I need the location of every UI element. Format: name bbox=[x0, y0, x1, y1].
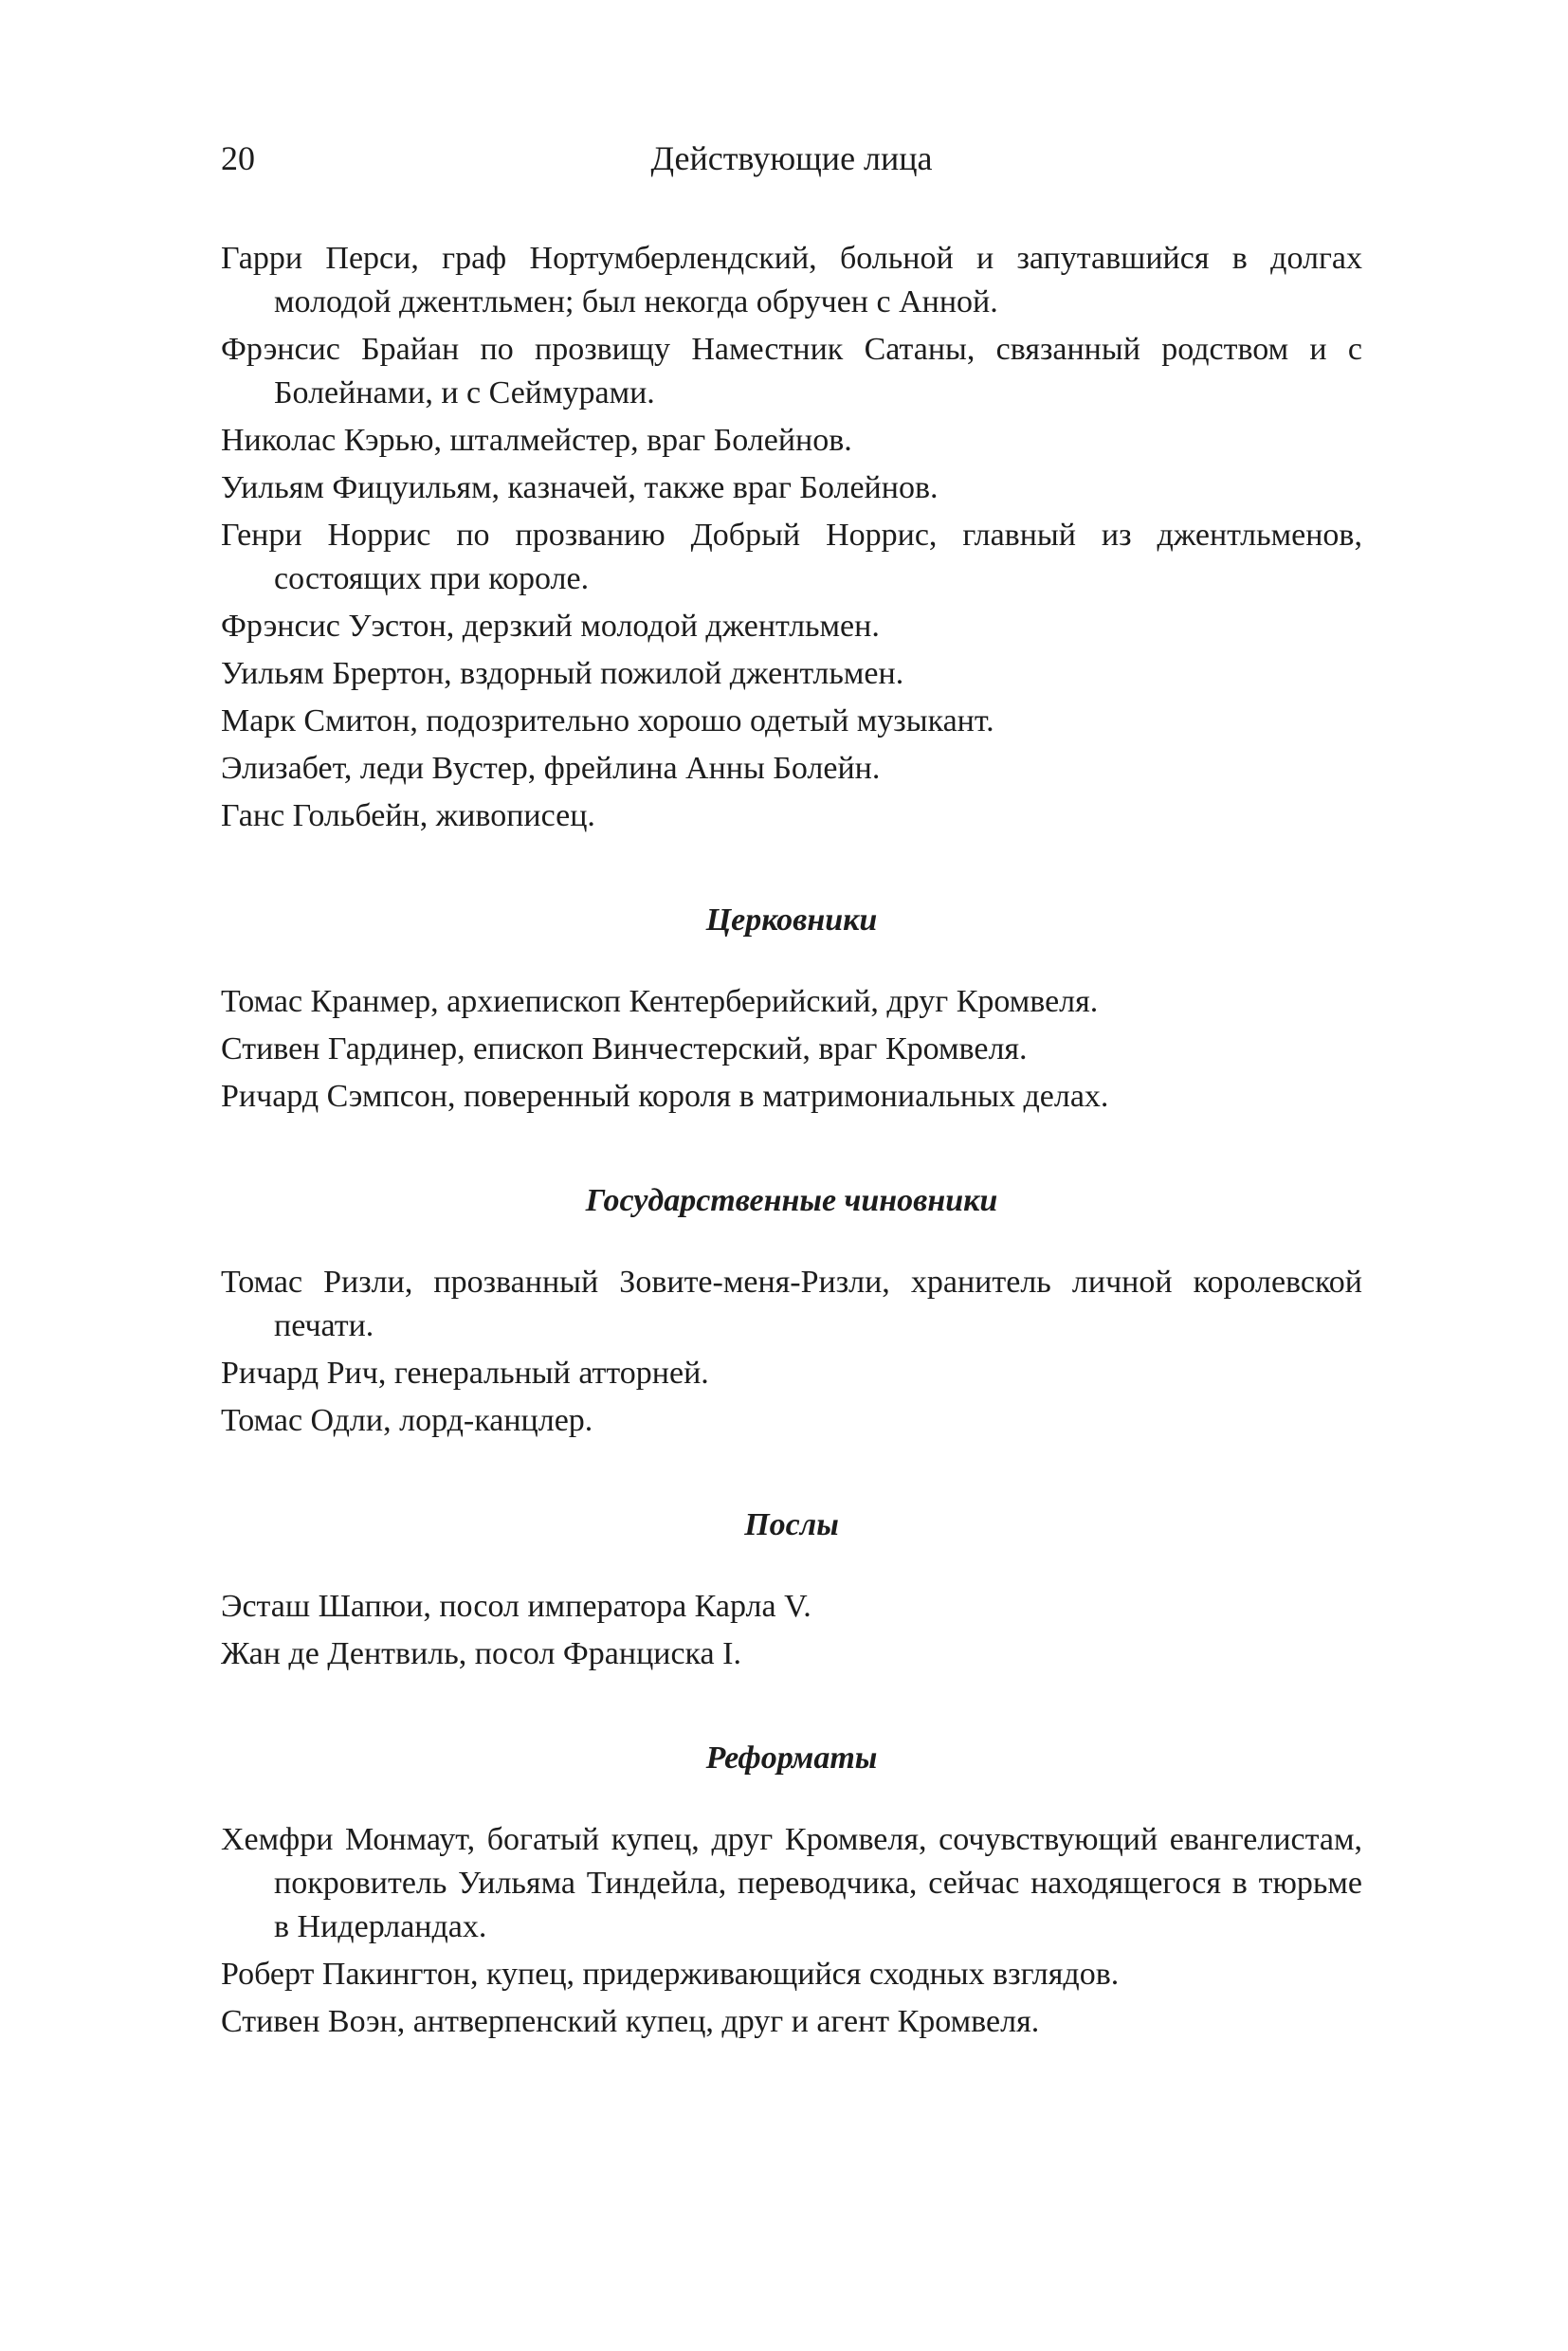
section-heading-officials: Государственные чиновники bbox=[585, 1183, 998, 1218]
character-entry: Ричард Рич, генеральный атторней. bbox=[221, 1356, 709, 1391]
page-number: 20 bbox=[221, 139, 255, 177]
character-entry: Томас Одли, лорд-канцлер. bbox=[221, 1403, 593, 1438]
character-entry: Ганс Гольбейн, живописец. bbox=[221, 798, 595, 833]
character-entry: Фрэнсис Уэстон, дерзкий молодой джентльмен. bbox=[221, 609, 880, 644]
character-entry: Уильям Брертон, вздорный пожилой джентльмен. bbox=[221, 656, 904, 691]
section-heading-reformers: Реформаты bbox=[705, 1740, 878, 1776]
running-head bbox=[221, 135, 1362, 182]
character-entry: Роберт Пакингтон, купец, придерживающийся сходных взглядов. bbox=[221, 1957, 1120, 1992]
reformers-list bbox=[221, 1818, 1362, 2044]
officials-list bbox=[221, 1261, 1362, 1443]
character-entry: Хемфри Монмаут, богатый купец, друг Кромвеля, сочувствующий евангелистам, покровитель Уильяма Тиндейла, переводчика, сейчас находящегося в тюрьме в Нидерландах. bbox=[221, 1822, 1362, 1944]
churchmen-list bbox=[221, 980, 1362, 1119]
character-entry: Томас Ризли, прозванный Зовите-меня-Ризли, хранитель личной королевской печати. bbox=[221, 1265, 1362, 1343]
character-entry: Уильям Фицуильям, казначей, также враг Болейнов. bbox=[221, 470, 939, 505]
courtiers-list bbox=[221, 237, 1362, 838]
character-entry: Жан де Дентвиль, посол Франциска I. bbox=[221, 1636, 741, 1671]
character-entry: Генри Норрис по прозванию Добрый Норрис, главный из джентльменов, состоящих при короле. bbox=[221, 518, 1362, 596]
character-entry: Стивен Гардинер, епископ Винчестерский, враг Кромвеля. bbox=[221, 1031, 1028, 1066]
section-heading-churchmen: Церковники bbox=[705, 902, 878, 938]
character-entry: Фрэнсис Брайан по прозвищу Наместник Сатаны, связанный родством и с Болейнами, и с Сеймурами. bbox=[221, 332, 1362, 410]
section-heading-ambassadors: Послы bbox=[744, 1507, 839, 1542]
character-entry: Марк Смитон, подозрительно хорошо одетый музыкант. bbox=[221, 703, 994, 738]
ambassadors-list bbox=[221, 1585, 1362, 1676]
character-entry: Гарри Перси, граф Нортумберлендский, больной и запутавшийся в долгах молодой джентльмен; был некогда обручен с Анной. bbox=[221, 241, 1362, 319]
character-entry: Стивен Воэн, антверпенский купец, друг и агент Кромвеля. bbox=[221, 2004, 1040, 2039]
character-entry: Эсташ Шапюи, посол императора Карла V. bbox=[221, 1589, 811, 1624]
character-entry: Элизабет, леди Вустер, фрейлина Анны Болейн. bbox=[221, 751, 881, 786]
running-title: Действующие лица bbox=[650, 139, 933, 177]
character-entry: Ричард Сэмпсон, поверенный короля в матримониальных делах. bbox=[221, 1079, 1109, 1114]
page-content bbox=[221, 237, 1362, 2044]
character-entry: Томас Кранмер, архиепископ Кентерберийский, друг Кромвеля. bbox=[221, 984, 1099, 1019]
character-entry: Николас Кэрью, шталмейстер, враг Болейнов. bbox=[221, 423, 852, 458]
